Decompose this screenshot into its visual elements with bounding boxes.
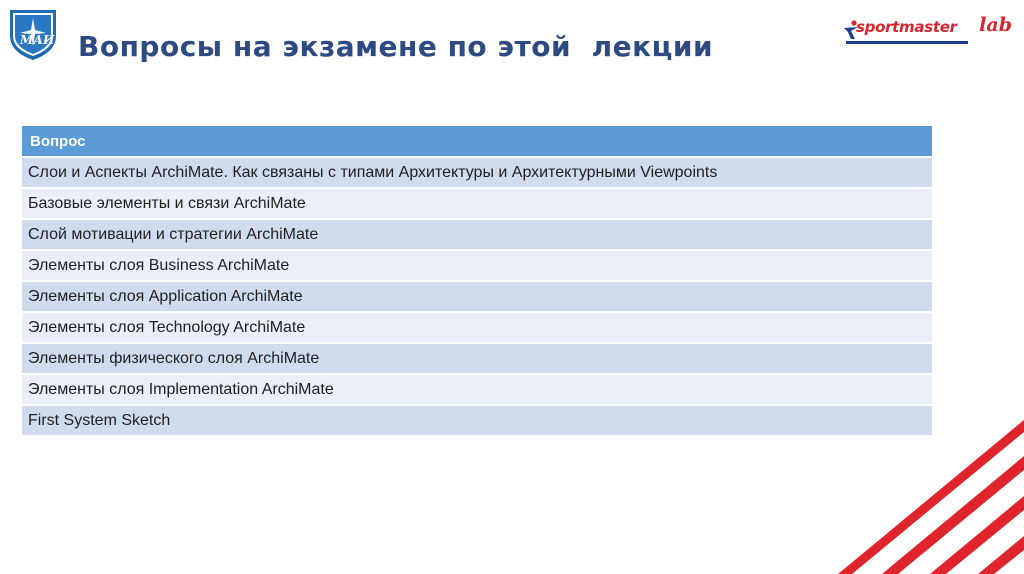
logo-underline (846, 41, 968, 44)
lab-wordmark: lab (979, 14, 1012, 36)
table-row (22, 219, 932, 250)
table-row (22, 374, 932, 405)
table-cell: Элементы слоя Application ArchiMate (22, 281, 932, 312)
table-cell: Слои и Аспекты ArchiMate. Как связаны с типами Архитектуры и Архитектурными Viewpoints (22, 157, 932, 188)
table-cell: Элементы слоя Implementation ArchiMate (22, 374, 932, 405)
questions-table (22, 126, 932, 437)
table-row (22, 312, 932, 343)
table-row (22, 343, 932, 374)
page-title: Вопросы на экзамене по этой лекции (78, 30, 714, 63)
mai-logo-text: МАИ (20, 33, 55, 47)
table-cell: First System Sketch (22, 405, 932, 436)
table-row (22, 281, 932, 312)
table-cell: Элементы физического слоя ArchiMate (22, 343, 932, 374)
mai-logo (6, 6, 60, 62)
table-row (22, 157, 932, 188)
sportmaster-wordmark: sportmaster (856, 18, 957, 36)
table-cell: Базовые элементы и связи ArchiMate (22, 188, 932, 219)
table-row (22, 188, 932, 219)
table-row (22, 405, 932, 436)
table-cell: Слой мотивации и стратегии ArchiMate (22, 219, 932, 250)
decorative-stripes (812, 412, 1024, 574)
table-cell: Элементы слоя Technology ArchiMate (22, 312, 932, 343)
table-row (22, 250, 932, 281)
sportmaster-lab-logo (842, 14, 1014, 48)
table-cell: Элементы слоя Business ArchiMate (22, 250, 932, 281)
table-header-row (22, 126, 932, 157)
column-header-question: Вопрос (22, 126, 932, 157)
